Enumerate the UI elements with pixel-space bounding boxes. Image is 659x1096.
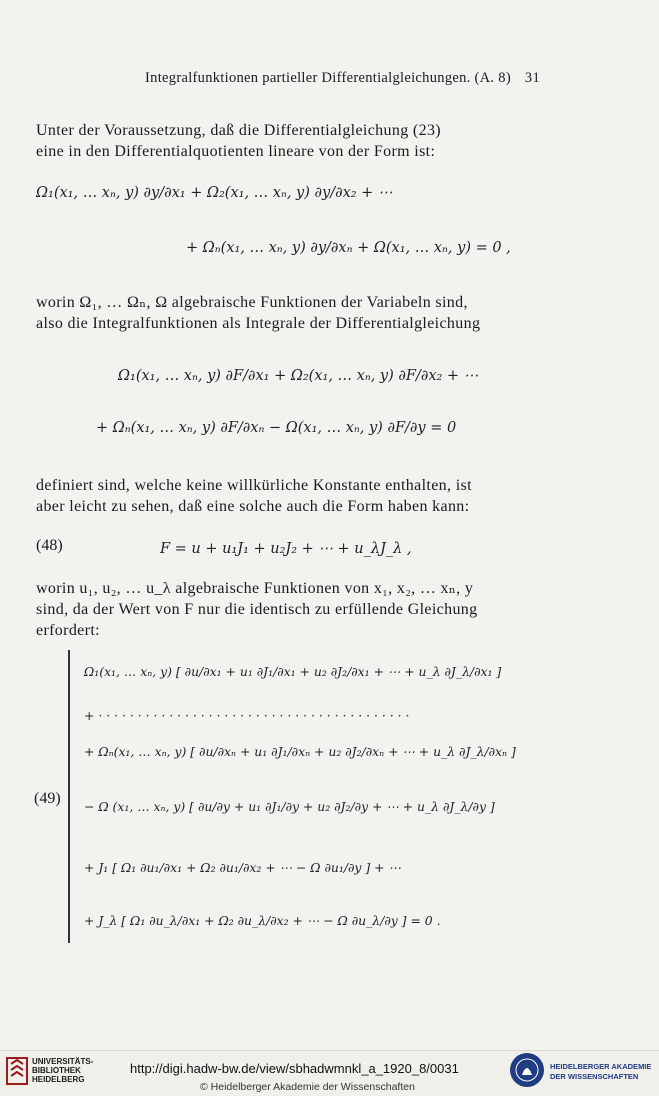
equation-49-row-3: + Ωₙ(x₁, … xₙ, y) [ ∂u/∂xₙ + u₁ ∂J₁/∂xₙ + u₂ ∂J₂/∂xₙ + ⋯ + u_λ ∂J_λ/∂xₙ ] (84, 744, 516, 759)
paragraph-2 (36, 292, 541, 334)
equation-1-line-1: Ω₁(x₁, … xₙ, y) ∂y/∂x₁ + Ω₂(x₁, … xₙ, y) ∂y/∂x₂ + ⋯ (36, 185, 393, 201)
paragraph-line: Unter der Voraussetzung, daß die Differentialgleichung (23) (36, 122, 441, 139)
library-name-line: BIBLIOTHEK (32, 1066, 81, 1075)
equation-49-brace (68, 650, 70, 943)
equation-49-row-1: Ω₁(x₁, … xₙ, y) [ ∂u/∂x₁ + u₁ ∂J₁/∂x₁ + u₂ ∂J₂/∂x₁ + ⋯ + u_λ ∂J_λ/∂x₁ ] (84, 664, 502, 679)
academy-name (550, 1062, 651, 1082)
paragraph-1 (36, 120, 541, 162)
academy-name-line: DER WISSENSCHAFTEN (550, 1072, 639, 1081)
paragraph-line: worin u₁, u₂, … u_λ algebraische Funktionen von x₁, x₂, … xₙ, y (36, 580, 474, 597)
equation-49-row-6: + J_λ [ Ω₁ ∂u_λ/∂x₁ + Ω₂ ∂u_λ/∂x₂ + ⋯ − Ω ∂u_λ/∂y ] = 0 . (84, 913, 441, 928)
equation-48: F = u + u₁J₁ + u₂J₂ + ⋯ + u_λJ_λ , (160, 541, 412, 557)
paragraph-4 (36, 578, 541, 641)
paragraph-line: aber leicht zu sehen, daß eine solche auch die Form haben kann: (36, 498, 470, 515)
equation-49-label: (49) (34, 790, 61, 807)
paragraph-line: sind, da der Wert von F nur die identisch zu erfüllende Gleichung (36, 601, 478, 618)
paragraph-3 (36, 475, 541, 517)
equation-48-label: (48) (36, 537, 63, 554)
paragraph-line: worin Ω₁, … Ωₙ, Ω algebraische Funktionen der Variabeln sind, (36, 294, 468, 311)
paragraph-line: erfordert: (36, 622, 100, 639)
equation-49-row-5: + J₁ [ Ω₁ ∂u₁/∂x₁ + Ω₂ ∂u₁/∂x₂ + ⋯ − Ω ∂u₁/∂y ] + ⋯ (84, 860, 401, 875)
equation-1-line-2: + Ωₙ(x₁, … xₙ, y) ∂y/∂xₙ + Ω(x₁, … xₙ, y) = 0 , (186, 240, 511, 256)
paragraph-line: definiert sind, welche keine willkürliche Konstante enthalten, ist (36, 477, 472, 494)
running-header (60, 70, 540, 87)
equation-2-line-1: Ω₁(x₁, … xₙ, y) ∂F/∂x₁ + Ω₂(x₁, … xₙ, y) ∂F/∂x₂ + ⋯ (118, 368, 479, 384)
paragraph-line: eine in den Differentialquotienten lineare von der Form ist: (36, 143, 436, 160)
library-name-line: UNIVERSITÄTS- (32, 1057, 94, 1066)
academy-name-line: HEIDELBERGER AKADEMIE (550, 1062, 652, 1071)
academy-seal-icon (510, 1053, 544, 1087)
university-library-name (32, 1057, 93, 1084)
library-name-line: HEIDELBERG (32, 1075, 85, 1084)
source-url-link[interactable]: http://digi.hadw-bw.de/view/sbhadwmnkl_a_1920_8/0031 (130, 1061, 459, 1076)
copyright-notice: © Heidelberger Akademie der Wissenschaften (200, 1081, 415, 1093)
paragraph-line: also die Integralfunktionen als Integrale der Differentialgleichung (36, 315, 481, 332)
equation-2-line-2: + Ωₙ(x₁, … xₙ, y) ∂F/∂xₙ − Ω(x₁, … xₙ, y) ∂F/∂y = 0 (96, 420, 457, 436)
page-number: 31 (524, 70, 540, 86)
equation-49-row-4: − Ω (x₁, … xₙ, y) [ ∂u/∂y + u₁ ∂J₁/∂y + u₂ ∂J₂/∂y + ⋯ + u_λ ∂J_λ/∂y ] (84, 799, 495, 814)
running-title: Integralfunktionen partieller Differentialgleichungen. (145, 70, 471, 86)
university-library-logo-icon (6, 1056, 28, 1086)
equation-49-row-2: + · · · · · · · · · · · · · · · · · · · · · · · · · · · · · · · · · · · · · · · · (84, 708, 410, 723)
section-ref: (A. 8) (474, 70, 511, 86)
